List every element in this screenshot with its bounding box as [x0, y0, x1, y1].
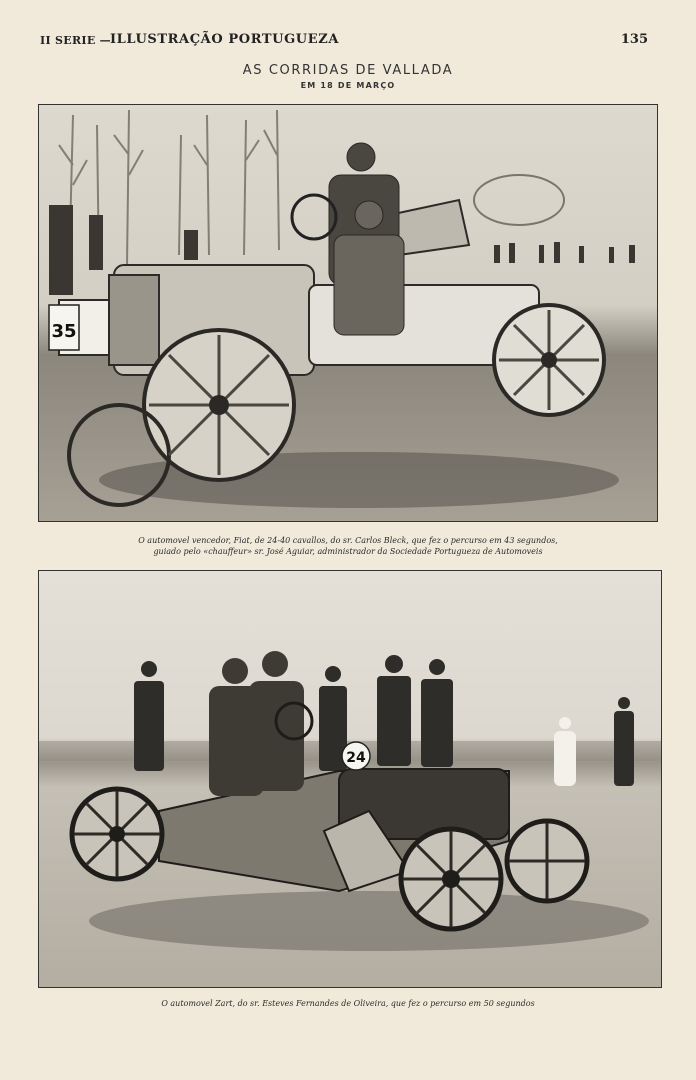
page-number: 135 — [620, 32, 648, 47]
caption-fiat — [40, 536, 656, 557]
caption-fiat-line1: O automovel vencedor, Fiat, de 24-40 cavallos, do sr. Carlos Bleck, que fez o percurso em 43 segundos, — [138, 536, 558, 545]
caption-zart-line1: O automovel Zart, do sr. Esteves Fernandes de Oliveira, que fez o percurso em 50 segundos — [161, 999, 535, 1008]
article-title: AS CORRIDAS DE VALLADA — [242, 63, 454, 78]
series-label: II SERIE — — [40, 34, 111, 47]
race-number-24: 24 — [346, 750, 366, 766]
masthead-title: ILLUSTRAÇÃO PORTUGUEZA — [110, 32, 340, 47]
caption-zart — [40, 999, 656, 1010]
article-subtitle: EM 18 DE MARÇO — [300, 81, 396, 90]
photo-zart-illustration — [39, 571, 661, 987]
race-number-35: 35 — [51, 321, 77, 342]
page-header — [40, 30, 648, 50]
photo-fiat — [38, 104, 658, 522]
caption-fiat-line2: guiado pelo «chauffeur» sr. José Aguiar, administrador da Sociedade Portugueza de Automoveis — [153, 546, 543, 556]
photo-zart — [38, 570, 662, 988]
photo-fiat-illustration — [39, 105, 657, 521]
